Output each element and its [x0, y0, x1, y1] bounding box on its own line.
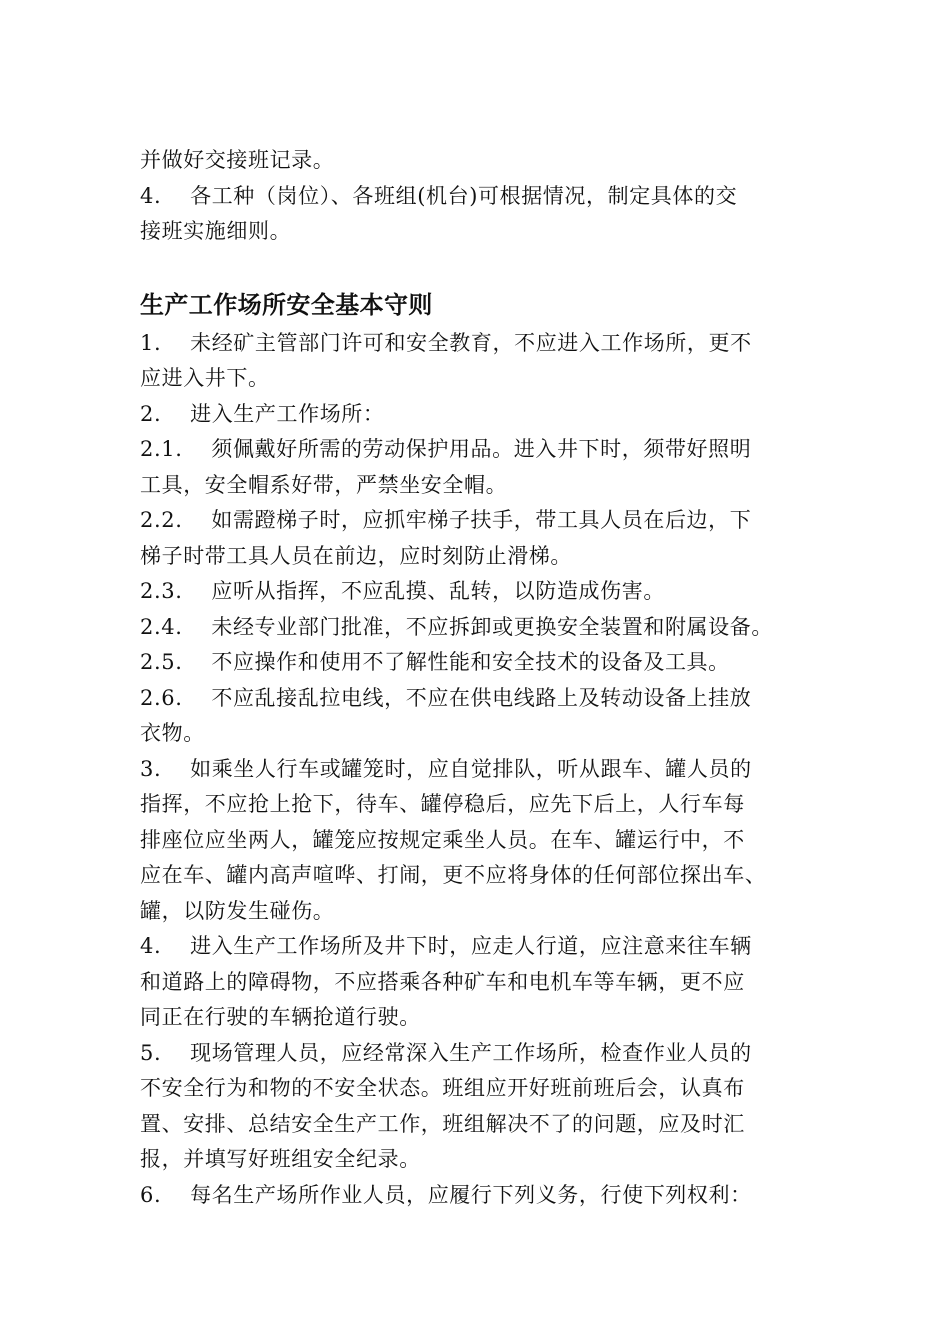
body-line: 2.6. 不应乱接乱拉电线，不应在供电线路上及转动设备上挂放	[140, 685, 752, 710]
intro-line: 4. 各工种（岗位）、各班组(机台)可根据情况，制定具体的交	[140, 183, 738, 208]
body-line: 和道路上的障碍物，不应搭乘各种矿车和电机车等车辆，更不应	[140, 969, 745, 994]
body-line: 罐，以防发生碰伤。	[140, 898, 335, 923]
intro-line: 并做好交接班记录。	[140, 148, 335, 172]
body-line: 梯子时带工具人员在前边，应时刻防止滑梯。	[140, 543, 572, 568]
body-line: 3. 如乘坐人行车或罐笼时，应自觉排队，听从跟车、罐人员的	[140, 756, 752, 781]
body-line: 2.1. 须佩戴好所需的劳动保护用品。进入井下时，须带好照明	[140, 437, 752, 461]
body-line: 报，并填写好班组安全纪录。	[140, 1147, 421, 1171]
body-line: 5. 现场管理人员，应经常深入生产工作场所，检查作业人员的	[140, 1040, 752, 1065]
body-line: 应进入井下。	[140, 366, 270, 390]
body-line: 6. 每名生产场所作业人员，应履行下列义务，行使下列权利：	[140, 1182, 752, 1207]
body-line: 1. 未经矿主管部门许可和安全教育，不应进入工作场所，更不	[140, 330, 752, 355]
body-line: 2.4. 未经专业部门批准，不应拆卸或更换安全装置和附属设备。	[140, 614, 773, 639]
body-line: 2.3. 应听从指挥，不应乱摸、乱转，以防造成伤害。	[140, 579, 665, 603]
intro-line: 接班实施细则。	[140, 219, 292, 243]
body-line: 2. 进入生产工作场所：	[140, 401, 385, 426]
body-line: 衣物。	[140, 721, 205, 745]
body-line: 2.5. 不应操作和使用不了解性能和安全技术的设备及工具。	[140, 650, 730, 674]
body-line: 工具，安全帽系好带，严禁坐安全帽。	[140, 472, 508, 497]
body-line: 不安全行为和物的不安全状态。班组应开好班前班后会，认真布	[140, 1076, 745, 1100]
body-line: 置、安排、总结安全生产工作，班组解决不了的问题，应及时汇	[140, 1111, 745, 1136]
body-line: 排座位应坐两人，罐笼应按规定乘坐人员。在车、罐运行中，不	[140, 827, 745, 852]
body-line: 2.2. 如需蹬梯子时，应抓牢梯子扶手，带工具人员在后边，下	[140, 508, 752, 532]
document-body	[140, 143, 830, 1213]
section-title: 生产工作场所安全基本守则	[140, 290, 433, 319]
body-line: 同正在行驶的车辆抢道行驶。	[140, 1005, 421, 1029]
body-line: 4. 进入生产工作场所及井下时，应走人行道，应注意来往车辆	[140, 934, 752, 958]
body-line: 应在车、罐内高声喧哗、打闹，更不应将身体的任何部位探出车、	[140, 863, 767, 887]
body-line: 指挥，不应抢上抢下，待车、罐停稳后，应先下后上，人行车每	[140, 792, 745, 816]
